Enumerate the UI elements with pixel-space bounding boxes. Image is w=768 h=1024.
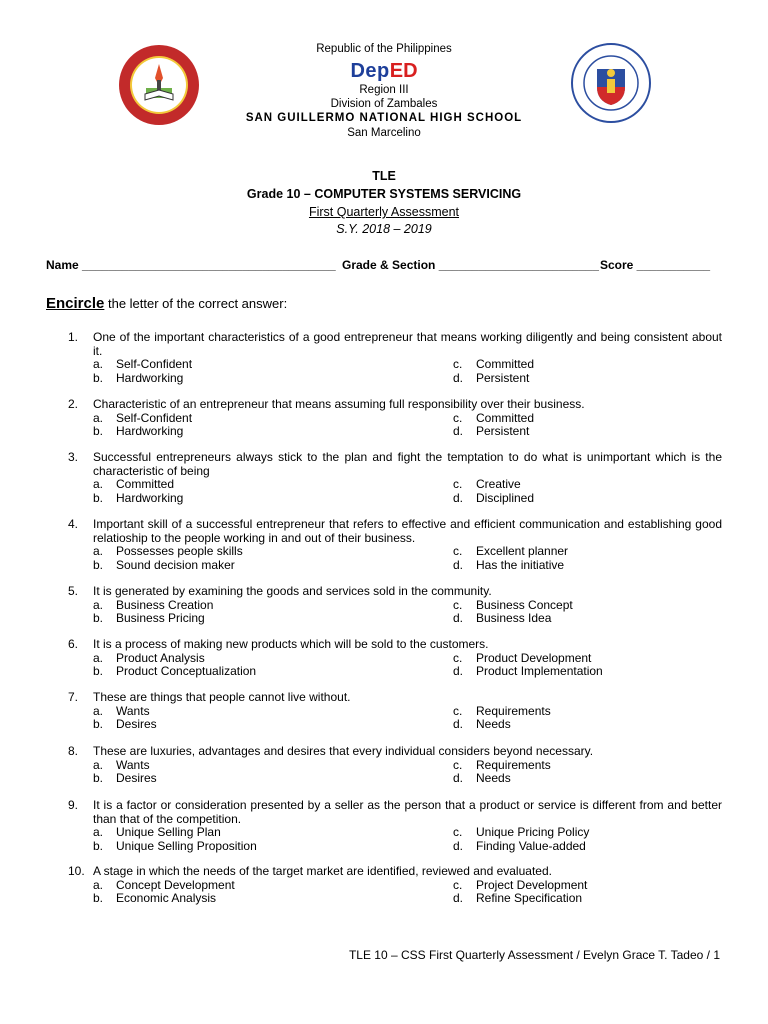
republic-label: Republic of the Philippines xyxy=(316,43,452,55)
question-text: Successful entrepreneurs always stick to the plan and fight the temptation to do what is unimportant which is the characteristic of being xyxy=(93,450,722,478)
deped-logo: DepED xyxy=(350,60,418,82)
option-text: Requirements xyxy=(476,703,551,718)
option-letter: c. xyxy=(453,757,463,772)
answer-options xyxy=(93,652,722,679)
option-text: Business Creation xyxy=(116,597,214,612)
option-text: Project Development xyxy=(476,877,588,892)
question-item xyxy=(68,585,722,626)
option-a[interactable] xyxy=(93,879,235,893)
option-text: Committed xyxy=(476,357,535,371)
answer-options xyxy=(93,879,722,906)
option-text: Desires xyxy=(116,771,157,785)
option-d[interactable] xyxy=(453,718,511,732)
answer-options xyxy=(93,358,722,385)
option-a[interactable] xyxy=(93,478,174,492)
option-text: Committed xyxy=(116,477,175,491)
question-text: Characteristic of an entrepreneur that means assuming full responsibility over their business. xyxy=(93,397,585,411)
option-letter: a. xyxy=(93,544,104,558)
option-letter: b. xyxy=(93,717,104,731)
option-text: Persistent xyxy=(476,424,530,438)
question-item xyxy=(68,691,722,732)
option-letter: b. xyxy=(93,370,104,385)
grade-title: Grade 10 – COMPUTER SYSTEMS SERVICING xyxy=(246,187,522,201)
question-item xyxy=(68,638,722,679)
page-footer: TLE 10 – CSS First Quarterly Assessment / Evelyn Grace T. Tadeo / 1 xyxy=(348,948,720,962)
town-label: San Marcelino xyxy=(347,127,421,139)
option-text: Hardworking xyxy=(116,424,184,438)
option-text: Unique Selling Plan xyxy=(116,825,221,839)
question-number: 2. xyxy=(68,397,79,411)
option-d[interactable] xyxy=(453,425,529,439)
option-a[interactable] xyxy=(93,545,243,559)
option-d[interactable] xyxy=(453,665,603,679)
option-c[interactable] xyxy=(453,599,573,613)
option-letter: d. xyxy=(453,717,464,731)
question-item xyxy=(68,865,722,906)
option-b[interactable] xyxy=(93,892,216,906)
option-text: Product Implementation xyxy=(476,664,603,678)
option-text: Needs xyxy=(476,717,511,731)
option-letter: a. xyxy=(93,410,104,425)
score-field: Score ___________ xyxy=(600,258,711,272)
option-b[interactable] xyxy=(93,492,183,506)
option-letter: a. xyxy=(93,703,104,718)
option-letter: d. xyxy=(453,664,464,678)
option-letter: d. xyxy=(453,424,464,438)
option-letter: a. xyxy=(93,597,104,612)
option-letter: a. xyxy=(93,477,104,491)
option-letter: d. xyxy=(453,611,464,625)
option-letter: a. xyxy=(93,757,104,772)
option-c[interactable] xyxy=(453,759,551,773)
question-number: 3. xyxy=(68,450,79,464)
option-d[interactable] xyxy=(453,612,551,626)
answer-options xyxy=(93,412,722,439)
option-text: Finding Value-added xyxy=(476,838,586,853)
question-item xyxy=(68,799,722,853)
option-text: Creative xyxy=(476,477,521,491)
option-letter: b. xyxy=(93,611,104,625)
subject-title: TLE xyxy=(372,169,396,183)
option-text: Hardworking xyxy=(116,490,184,505)
option-text: Self-Confident xyxy=(116,357,193,371)
instruction xyxy=(46,295,287,312)
option-text: Product Conceptualization xyxy=(116,664,257,678)
instruction-keyword: Encircle xyxy=(46,295,105,312)
option-letter: a. xyxy=(93,825,104,839)
option-a[interactable] xyxy=(93,599,213,613)
question-text: A stage in which the needs of the target market are identified, reviewed and evaluated. xyxy=(93,864,552,878)
question-text: It is generated by examining the goods and services sold in the community. xyxy=(93,584,492,598)
option-d[interactable] xyxy=(453,372,529,386)
option-letter: a. xyxy=(93,650,104,665)
question-number: 10. xyxy=(68,864,85,878)
option-d[interactable] xyxy=(453,559,564,573)
question-item xyxy=(68,398,722,439)
option-letter: b. xyxy=(93,557,104,572)
region-label: Region III xyxy=(359,84,409,96)
option-letter: d. xyxy=(453,557,464,572)
option-text: Unique Pricing Policy xyxy=(476,825,590,839)
option-letter: b. xyxy=(93,490,104,505)
option-b[interactable] xyxy=(93,559,235,573)
answer-options xyxy=(93,545,722,572)
option-a[interactable] xyxy=(93,358,192,372)
option-c[interactable] xyxy=(453,358,534,372)
option-b[interactable] xyxy=(93,840,257,854)
option-a[interactable] xyxy=(93,705,150,719)
answer-options xyxy=(93,478,722,505)
question-text: These are things that people cannot live without. xyxy=(93,690,351,704)
option-text: Hardworking xyxy=(116,370,184,385)
answer-options xyxy=(93,759,722,786)
option-text: Desires xyxy=(116,717,157,731)
name-field: Name ______________________________________ xyxy=(46,258,336,272)
question-number: 4. xyxy=(68,517,79,531)
option-letter: c. xyxy=(453,410,463,425)
option-c[interactable] xyxy=(453,478,521,492)
option-a[interactable] xyxy=(93,412,192,426)
instruction-text: the letter of the correct answer: xyxy=(104,296,288,311)
option-a[interactable] xyxy=(93,652,205,666)
option-d[interactable] xyxy=(453,492,534,506)
option-text: Persistent xyxy=(476,370,530,385)
option-letter: c. xyxy=(453,477,463,491)
question-item xyxy=(68,518,722,572)
option-text: Wants xyxy=(116,703,150,718)
option-b[interactable] xyxy=(93,772,157,786)
option-text: Wants xyxy=(116,757,150,772)
question-text: It is a factor or consideration presented by a seller as the person that a product or service is different from and better than that of the competition. xyxy=(93,798,722,826)
option-c[interactable] xyxy=(453,652,591,666)
option-text: Concept Development xyxy=(116,877,235,892)
answer-options xyxy=(93,826,722,853)
option-b[interactable] xyxy=(93,372,183,386)
option-letter: c. xyxy=(453,703,463,718)
option-letter: c. xyxy=(453,825,463,839)
option-letter: c. xyxy=(453,650,463,665)
option-d[interactable] xyxy=(453,892,582,906)
option-letter: a. xyxy=(93,877,104,892)
question-text: Important skill of a successful entrepreneur that refers to effective and efficient communication and establishing good relatioship to the people working in and out of their business. xyxy=(93,517,722,545)
option-letter: d. xyxy=(453,490,464,505)
question-text: One of the important characteristics of a good entrepreneur that means working diligently and being consistent about it. xyxy=(93,330,722,358)
question-item xyxy=(68,331,722,385)
option-text: Business Idea xyxy=(476,611,552,625)
option-b[interactable] xyxy=(93,425,183,439)
option-letter: c. xyxy=(453,597,463,612)
option-text: Excellent planner xyxy=(476,544,569,558)
option-letter: d. xyxy=(453,771,464,785)
option-c[interactable] xyxy=(453,879,587,893)
option-letter: b. xyxy=(93,424,104,438)
question-number: 7. xyxy=(68,690,79,704)
option-d[interactable] xyxy=(453,840,586,854)
option-text: Disciplined xyxy=(476,490,535,505)
option-c[interactable] xyxy=(453,545,568,559)
option-text: Product Development xyxy=(476,650,592,665)
option-text: Self-Confident xyxy=(116,410,193,425)
question-number: 6. xyxy=(68,637,79,651)
option-text: Possesses people skills xyxy=(116,544,243,558)
option-text: Business Concept xyxy=(476,597,573,612)
option-letter: b. xyxy=(93,664,104,678)
question-text: It is a process of making new products which will be sold to the customers. xyxy=(93,637,489,651)
option-text: Economic Analysis xyxy=(116,891,217,905)
option-letter: d. xyxy=(453,370,464,385)
option-a[interactable] xyxy=(93,759,150,773)
question-number: 8. xyxy=(68,744,79,758)
option-letter: d. xyxy=(453,891,464,905)
grade-section-field: Grade & Section ________________________ xyxy=(342,258,599,272)
option-letter: b. xyxy=(93,771,104,785)
division-label: Division of Zambales xyxy=(330,98,438,110)
school-year: S.Y. 2018 – 2019 xyxy=(336,222,432,236)
option-text: Sound decision maker xyxy=(116,557,235,572)
answer-options xyxy=(93,705,722,732)
option-letter: a. xyxy=(93,357,104,371)
option-text: Requirements xyxy=(476,757,551,772)
option-text: Unique Selling Proposition xyxy=(116,838,257,853)
option-c[interactable] xyxy=(453,826,589,840)
option-d[interactable] xyxy=(453,772,511,786)
option-a[interactable] xyxy=(93,826,221,840)
option-c[interactable] xyxy=(453,412,534,426)
option-letter: b. xyxy=(93,891,104,905)
option-b[interactable] xyxy=(93,665,256,679)
question-item xyxy=(68,745,722,786)
question-number: 9. xyxy=(68,798,79,812)
question-item xyxy=(68,451,722,505)
option-b[interactable] xyxy=(93,718,157,732)
option-letter: d. xyxy=(453,838,464,853)
option-text: Refine Specification xyxy=(476,891,583,905)
option-letter: b. xyxy=(93,838,104,853)
question-number: 1. xyxy=(68,330,79,344)
option-text: Product Analysis xyxy=(116,650,205,665)
option-text: Needs xyxy=(476,771,511,785)
option-text: Has the initiative xyxy=(476,557,565,572)
answer-options xyxy=(93,599,722,626)
option-b[interactable] xyxy=(93,612,205,626)
assessment-title: First Quarterly Assessment xyxy=(308,205,460,219)
option-letter: c. xyxy=(453,877,463,892)
option-text: Business Pricing xyxy=(116,611,205,625)
question-number: 5. xyxy=(68,584,79,598)
option-letter: c. xyxy=(453,357,463,371)
option-c[interactable] xyxy=(453,705,551,719)
question-text: These are luxuries, advantages and desires that every individual considers beyond necessary. xyxy=(93,744,594,758)
school-name: SAN GUILLERMO NATIONAL HIGH SCHOOL xyxy=(245,112,523,124)
option-text: Committed xyxy=(476,410,535,425)
option-letter: c. xyxy=(453,544,463,558)
